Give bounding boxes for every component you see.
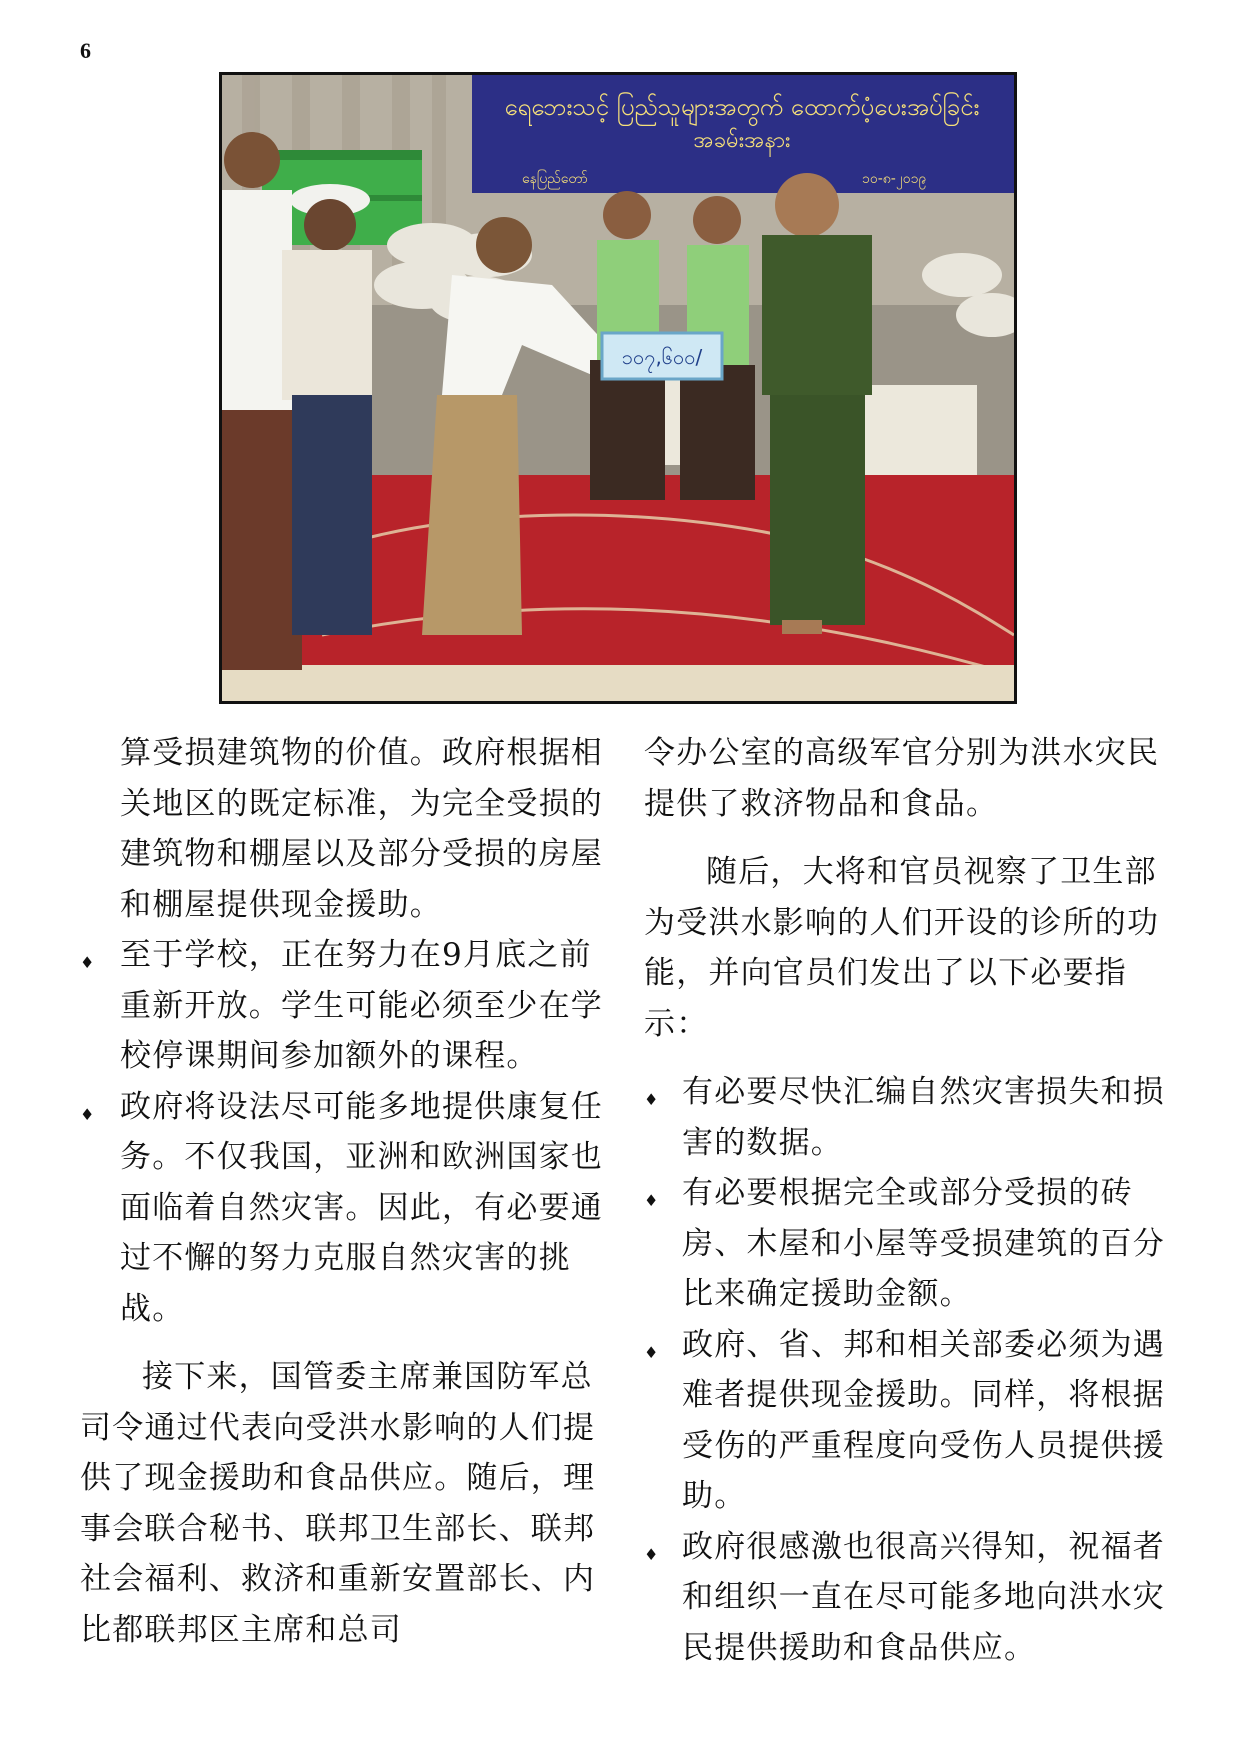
- ceremony-illustration: [222, 75, 1014, 701]
- banner-title-line1: ရေဘေးသင့် ပြည်သူများအတွက် ထောက်ပံ့ပေးအပ်ခြင်း: [504, 93, 980, 121]
- list-item-text: 政府、省、邦和相关部委必须为遇难者提供现金援助。同样，将根据受伤的严重程度向受伤人员提供援助。: [682, 1326, 1165, 1514]
- gift-box: [602, 333, 722, 379]
- right-bullet-list: [644, 1067, 1174, 1673]
- right-paragraph: 随后，大将和官员视察了卫生部为受洪水影响的人们开设的诊所的功能，并向官员们发出了以下必要指示：: [644, 854, 1160, 1042]
- right-continuation-text: 令办公室的高级军官分别为洪水灾民提供了救济物品和食品。: [644, 735, 1160, 822]
- list-item-text: 有必要根据完全或部分受损的砖房、木屋和小屋等受损建筑的百分比来确定援助金额。: [682, 1175, 1165, 1312]
- left-bullet-list: [80, 930, 610, 1334]
- person-left: [222, 132, 302, 670]
- list-item: [644, 1320, 1174, 1522]
- diamond-bullet-icon: ♦: [80, 1104, 96, 1124]
- page-number: 6: [80, 38, 91, 63]
- news-photo: [219, 72, 1017, 704]
- banner-place: နေပြည်တော်: [522, 171, 588, 187]
- right-column: [644, 728, 1174, 1673]
- list-item: [644, 1168, 1174, 1320]
- list-item-text: 政府将设法尽可能多地提供康复任务。不仅我国，亚洲和欧洲国家也面临着自然灾害。因此，有必要通过不懈的努力克服自然灾害的挑战。: [120, 1088, 603, 1327]
- left-column: [80, 728, 610, 1655]
- diamond-bullet-icon: ♦: [644, 1342, 660, 1362]
- banner-title-line2: အခမ်းအနား: [693, 128, 791, 153]
- diamond-bullet-icon: ♦: [644, 1544, 660, 1564]
- list-item: [80, 1082, 610, 1335]
- list-item: [644, 1522, 1174, 1674]
- list-item-text: 至于学校，正在努力在9月底之前重新开放。学生可能必须至少在学校停课期间参加额外的课程。: [120, 937, 603, 1074]
- diamond-bullet-icon: ♦: [80, 953, 96, 972]
- list-item-text: 有必要尽快汇编自然灾害损失和损害的数据。: [682, 1074, 1165, 1161]
- list-item-text: 政府很感激也很高兴得知，祝福者和组织一直在尽可能多地向洪水灾民提供援助和食品供应。: [682, 1528, 1165, 1666]
- officer-in-uniform: [762, 173, 872, 634]
- list-item: [644, 1067, 1174, 1168]
- banner-date: ၁၀-၈-၂၀၁၉: [862, 171, 927, 187]
- left-paragraph: 接下来，国管委主席兼国防军总司令通过代表向受洪水影响的人们提供了现金援助和食品供应。随后，理事会联合秘书、联邦卫生部长、联邦社会福利、救济和重新安置部长、内比都联邦区主席和总司: [80, 1359, 596, 1648]
- diamond-bullet-icon: ♦: [644, 1191, 660, 1210]
- left-continuation-text: 算受损建筑物的价值。政府根据相关地区的既定标准，为完全受损的建筑物和棚屋以及部分受损的房屋和棚屋提供现金援助。: [120, 735, 603, 923]
- diamond-bullet-icon: ♦: [644, 1090, 660, 1109]
- gift-box-label: ၁၀၇,၆၀၀/: [621, 345, 703, 369]
- person-turban: [282, 184, 372, 635]
- list-item: [80, 930, 610, 1082]
